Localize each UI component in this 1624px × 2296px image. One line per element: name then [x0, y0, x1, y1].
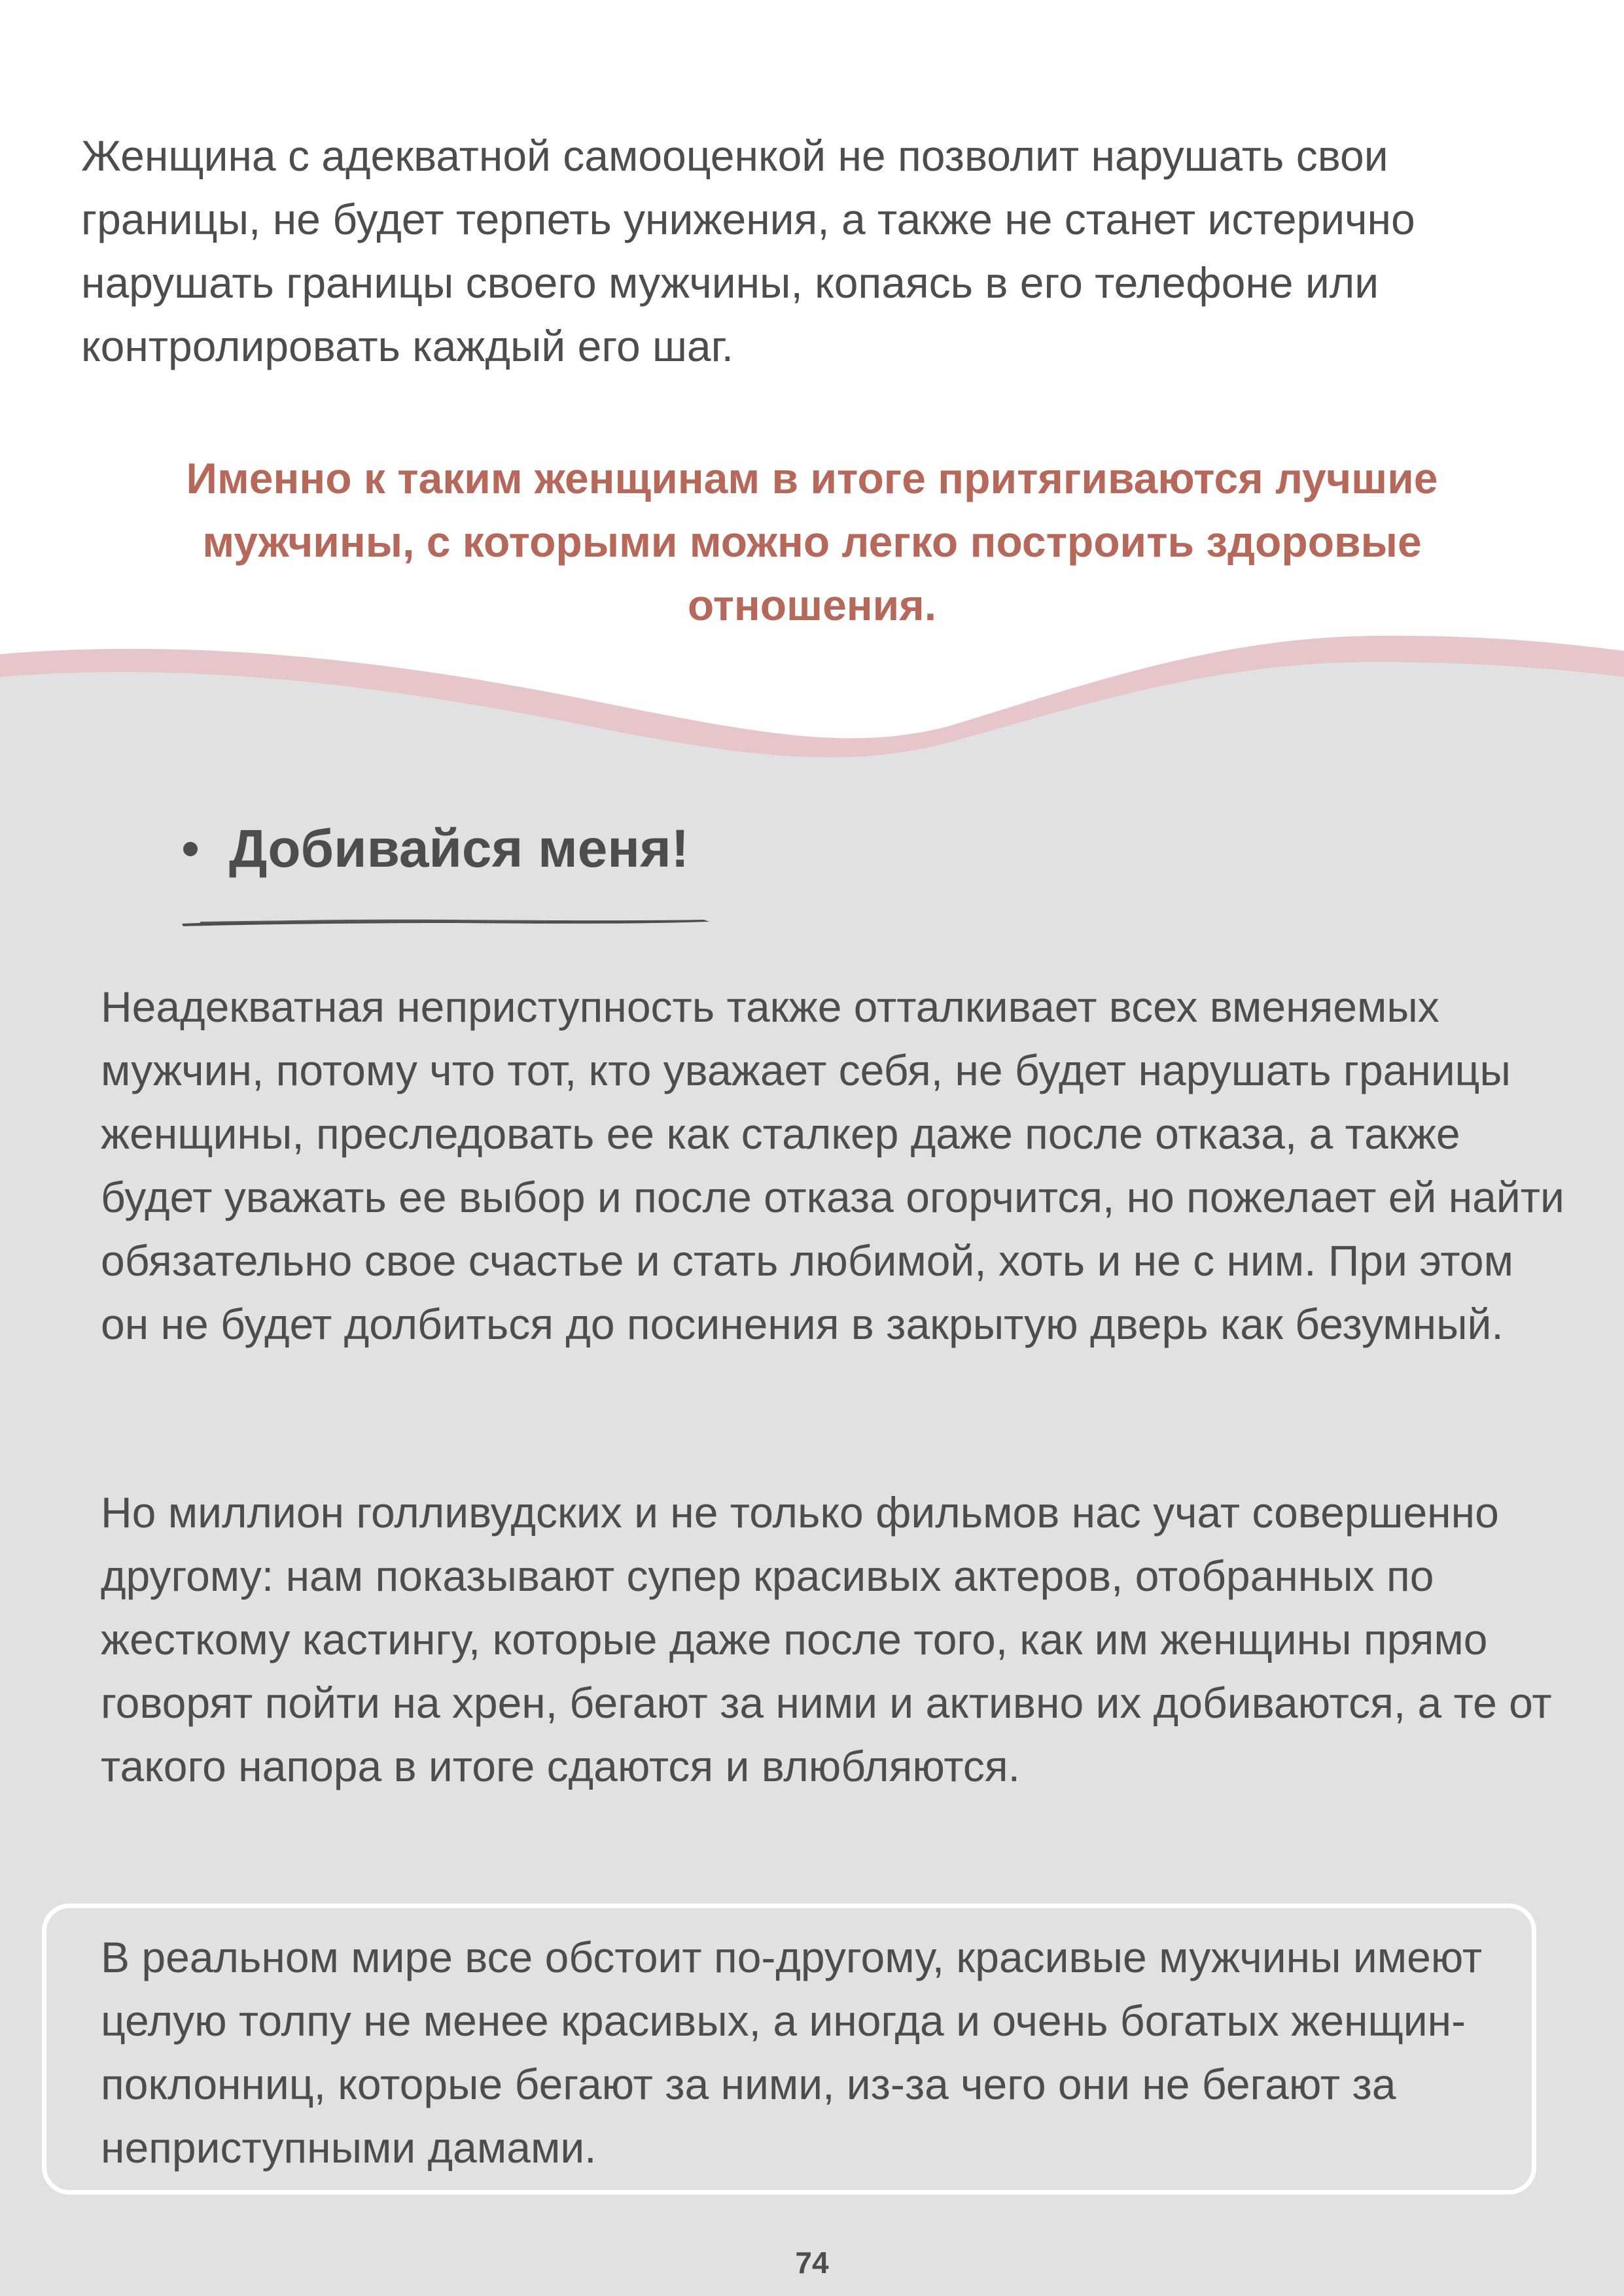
section-paragraph-1: Неадекватная неприступность также отталкивает всех вменяемых мужчин, потому что тот, кто уважает себя, не будет нарушать границы женщины, преследовать ее как сталкер даже после отказа, а также будет уважать ее выбор и после отказа огорчится, но пожелает ей найти обязательно свое счастье и стать любимой, хоть и не с ним. При этом он не будет долбиться до посинения в закрытую дверь как безумный. [101, 983, 1564, 1348]
bullet-icon [183, 842, 198, 856]
intro-paragraph: Женщина с адекватной самооценкой не позволит нарушать свои границы, не будет терпеть унижения, а также не станет истерично нарушать границы своего мужчины, копаясь в его телефоне или контролировать каждый его шаг. [81, 131, 1415, 370]
section-paragraph-2: Но миллион голливудских и не только фильмов нас учат совершенно другому: нам показывают супер красивых актеров, отобранных по жесткому кастингу, которые даже после того, как им женщины прямо говорят пойти на хрен, бегают за ними и активно их добиваются, а те от такого напора в итоге сдаются и влюбляются. [101, 1488, 1552, 1790]
callout-text: В реальном мире все обстоит по-другому, красивые мужчины имеют целую толпу не менее красивых, а иногда и очень богатых женщин-поклонниц, которые бегают за ними, из-за чего они не бегают за неприступными дамами. [101, 1933, 1483, 2172]
brush-underline [181, 913, 717, 932]
page-number: 74 [795, 2246, 829, 2280]
highlight-quote: Именно к таким женщинам в итоге притягиваются лучшие мужчины, с которыми можно легко построить здоровые отношения. [186, 454, 1438, 629]
section-heading-text: Добивайся меня! [229, 819, 690, 878]
section-heading [183, 816, 689, 882]
